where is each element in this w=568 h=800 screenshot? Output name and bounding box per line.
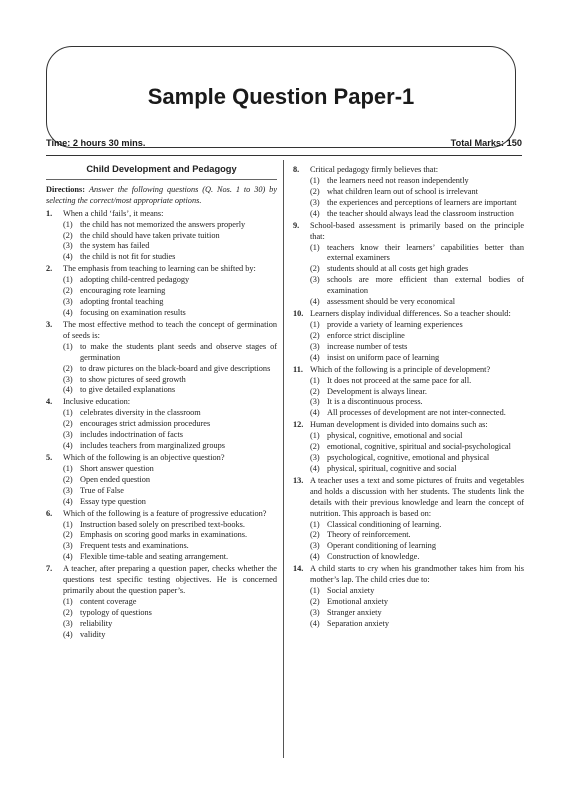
option-number: (2) <box>63 607 73 617</box>
option-number: (1) <box>63 519 73 529</box>
answer-option <box>310 397 524 408</box>
option-text: the child is not fit for studies <box>80 252 176 262</box>
option-number: (2) <box>310 330 320 340</box>
option-text: Open ended question <box>80 474 151 484</box>
option-text: Flexible time-table and seating arrangement. <box>80 552 229 562</box>
option-number: (3) <box>310 453 320 463</box>
option-number: (3) <box>63 241 73 251</box>
option-text: celebrates diversity in the classroom <box>80 408 201 418</box>
answer-option <box>63 308 277 319</box>
question-text: School-based assessment is primarily based on the principle that: <box>310 220 524 241</box>
directions-label: Directions: <box>46 184 86 194</box>
option-text: psychological, cognitive, emotional and physical <box>327 453 490 463</box>
question-number: 12. <box>293 420 304 430</box>
option-number: (1) <box>63 597 73 606</box>
page-title: Sample Question Paper-1 <box>147 84 415 109</box>
question-text: The most effective method to teach the concept of germination of seeds is: <box>63 319 277 340</box>
option-number: (3) <box>310 541 320 551</box>
answer-option <box>63 520 277 531</box>
answer-option <box>63 464 277 475</box>
question-text: Which of the following is a feature of progressive education? <box>63 508 267 518</box>
option-number: (4) <box>310 552 320 562</box>
question-text: A teacher uses a text and some pictures of fruits and vegetables and holds a discussion with her students. The students link the details with their previous knowledge and learn the concept of nutrition. This approach is based on: <box>310 475 524 518</box>
answer-option <box>310 264 524 275</box>
question-body <box>310 165 524 220</box>
option-number: (4) <box>63 385 73 395</box>
question-item <box>46 264 277 319</box>
answer-option <box>310 530 524 541</box>
option-number: (1) <box>310 319 320 329</box>
answer-option <box>63 375 277 386</box>
question-item <box>293 420 524 475</box>
option-text: Instruction based solely on prescribed text-books. <box>80 519 245 529</box>
answer-option <box>63 552 277 563</box>
option-number: (1) <box>63 275 73 285</box>
option-number: (2) <box>310 186 320 196</box>
option-text: encourages strict admission procedures <box>80 419 211 429</box>
option-number: (1) <box>63 408 73 418</box>
answer-option <box>63 497 277 508</box>
answer-option <box>63 608 277 619</box>
option-text: to show pictures of seed growth <box>80 374 186 384</box>
question-body <box>310 420 524 475</box>
option-number: (3) <box>63 430 73 440</box>
answer-option <box>310 464 524 475</box>
answer-option <box>310 297 524 308</box>
option-number: (3) <box>310 341 320 351</box>
option-text: students should at all costs get high grades <box>327 264 469 274</box>
question-body <box>63 209 277 264</box>
right-question-list <box>293 165 524 630</box>
option-text: includes indoctrination of facts <box>80 430 183 440</box>
answer-option <box>310 619 524 630</box>
question-text: A child starts to cry when his grandmother takes him from his mother’s lap. The child cries due to: <box>310 564 524 585</box>
option-number: (2) <box>63 230 73 240</box>
option-number: (1) <box>63 219 73 229</box>
question-text: A teacher, after preparing a question paper, checks whether the questions test specific testing objectives. He is concerned primarily about the question paper’s. <box>63 564 277 596</box>
option-number: (4) <box>310 408 320 418</box>
option-text: assessment should be very economical <box>327 297 456 307</box>
directions-text: Answer the following questions (Q. Nos. 1 to 30) by selecting the correct/most appropriate options. <box>46 184 278 205</box>
option-text: True of False <box>80 485 124 495</box>
option-text: adopting frontal teaching <box>80 297 164 307</box>
option-text: Emphasis on scoring good marks in examinations. <box>80 530 248 540</box>
option-number: (1) <box>310 176 320 185</box>
question-body <box>63 264 277 319</box>
option-number: (4) <box>63 441 73 451</box>
option-number: (3) <box>63 618 73 628</box>
option-text: physical, cognitive, emotional and social <box>327 431 463 441</box>
option-number: (3) <box>310 397 320 407</box>
question-item <box>293 476 524 563</box>
answer-option <box>310 176 524 187</box>
answer-option <box>63 419 277 430</box>
time-label: Time: 2 hours 30 mins. <box>46 138 146 148</box>
option-text: Emotional anxiety <box>327 597 389 606</box>
option-number: (4) <box>310 208 320 218</box>
question-number: 10. <box>293 309 304 319</box>
answer-option <box>310 320 524 331</box>
option-text: the experiences and perceptions of learners are important <box>327 197 517 207</box>
option-number: (4) <box>310 463 320 473</box>
question-item <box>293 165 524 220</box>
question-number: 5. <box>46 453 53 463</box>
answer-option <box>63 408 277 419</box>
option-number: (2) <box>63 474 73 484</box>
option-text: Frequent tests and examinations. <box>80 541 189 551</box>
answer-option <box>310 442 524 453</box>
answer-option <box>310 376 524 387</box>
answer-option <box>310 453 524 464</box>
option-number: (2) <box>310 386 320 396</box>
option-text: the child should have taken private tuition <box>80 230 220 240</box>
question-body <box>310 564 524 629</box>
question-number: 2. <box>46 264 53 274</box>
answer-option <box>63 619 277 630</box>
question-text: Human development is divided into domains such as: <box>310 420 488 430</box>
option-text: insist on uniform pace of learning <box>327 352 440 362</box>
option-text: Separation anxiety <box>327 618 389 628</box>
option-number: (4) <box>310 352 320 362</box>
option-text: what children learn out of school is irrelevant <box>327 186 478 196</box>
total-marks-label: Total Marks: 150 <box>450 138 522 148</box>
option-number: (3) <box>63 541 73 551</box>
option-number: (3) <box>310 607 320 617</box>
question-body <box>310 476 524 563</box>
question-text: Which of the following is an objective question? <box>63 453 225 463</box>
question-number: 8. <box>293 165 300 175</box>
question-item <box>293 221 524 308</box>
option-number: (1) <box>310 242 320 252</box>
option-text: Social anxiety <box>327 586 375 596</box>
option-number: (2) <box>63 363 73 373</box>
option-number: (4) <box>63 629 73 639</box>
option-text: to give detailed explanations <box>80 385 176 395</box>
option-number: (4) <box>63 307 73 317</box>
option-text: Theory of reinforcement. <box>327 530 411 540</box>
option-text: It does not proceed at the same pace for all. <box>327 375 472 385</box>
question-body <box>63 564 277 640</box>
question-item <box>293 365 524 420</box>
option-text: typology of questions <box>80 607 152 617</box>
answer-option <box>63 385 277 396</box>
answer-option <box>63 530 277 541</box>
option-number: (1) <box>63 341 73 351</box>
option-text: Construction of knowledge. <box>327 552 420 562</box>
option-text: includes teachers from marginalized groups <box>80 441 225 451</box>
answer-option <box>63 275 277 286</box>
answer-option <box>310 331 524 342</box>
question-body <box>63 320 277 396</box>
left-question-list <box>46 209 277 641</box>
option-number: (2) <box>310 442 320 452</box>
option-text: schools are more efficient than external bodies of examination <box>327 275 524 296</box>
answer-option <box>63 220 277 231</box>
question-number: 7. <box>46 564 53 574</box>
option-text: All processes of development are not inter-connected. <box>327 408 506 418</box>
answer-option <box>310 408 524 419</box>
answer-option <box>310 275 524 297</box>
option-number: (2) <box>63 419 73 429</box>
title-box <box>46 46 516 148</box>
answer-option <box>310 187 524 198</box>
option-text: Development is always linear. <box>327 386 427 396</box>
answer-option <box>310 597 524 608</box>
option-number: (3) <box>310 197 320 207</box>
question-body <box>63 453 277 508</box>
question-item <box>293 309 524 364</box>
question-text: The emphasis from teaching to learning can be shifted by: <box>63 264 256 274</box>
option-text: Short answer question <box>80 463 154 473</box>
question-number: 4. <box>46 397 53 407</box>
option-number: (1) <box>63 463 73 473</box>
question-body <box>63 397 277 452</box>
answer-option <box>310 243 524 265</box>
directions <box>46 185 277 207</box>
option-text: adopting child-centred pedagogy <box>80 275 190 285</box>
question-item <box>46 209 277 264</box>
option-number: (3) <box>63 374 73 384</box>
option-number: (3) <box>63 485 73 495</box>
option-text: teachers know their learners’ capabilities better than external examiners <box>327 242 524 263</box>
option-text: to draw pictures on the black-board and give descriptions <box>80 363 271 373</box>
option-number: (3) <box>310 275 320 285</box>
option-text: provide a variety of learning experiences <box>327 319 463 329</box>
option-number: (4) <box>63 552 73 562</box>
option-text: physical, spiritual, cognitive and social <box>327 463 457 473</box>
option-text: validity <box>80 629 106 639</box>
option-text: Stranger anxiety <box>327 607 382 617</box>
option-text: focusing on examination results <box>80 307 186 317</box>
answer-option <box>63 486 277 497</box>
option-number: (2) <box>310 597 320 606</box>
column-divider <box>283 160 284 758</box>
option-number: (4) <box>63 496 73 506</box>
question-text: When a child ‘fails’, it means: <box>63 208 164 218</box>
answer-option <box>310 387 524 398</box>
question-number: 9. <box>293 220 300 230</box>
question-number: 14. <box>293 564 304 574</box>
answer-option <box>63 430 277 441</box>
answer-option <box>63 297 277 308</box>
right-column <box>293 164 524 630</box>
option-number: (1) <box>310 375 320 385</box>
answer-option <box>63 630 277 641</box>
option-number: (1) <box>310 431 320 441</box>
option-number: (4) <box>310 297 320 307</box>
option-number: (2) <box>63 286 73 296</box>
answer-option <box>63 342 277 364</box>
option-number: (1) <box>310 586 320 596</box>
question-text: Critical pedagogy firmly believes that: <box>310 165 439 175</box>
header-divider <box>46 155 522 156</box>
answer-option <box>63 241 277 252</box>
option-text: the learners need not reason independently <box>327 176 469 185</box>
question-number: 13. <box>293 475 304 485</box>
option-text: increase number of tests <box>327 341 408 351</box>
question-number: 3. <box>46 319 53 329</box>
option-text: reliability <box>80 618 113 628</box>
option-text: Essay type question <box>80 496 146 506</box>
answer-option <box>310 520 524 531</box>
question-body <box>63 509 277 564</box>
option-number: (2) <box>310 530 320 540</box>
question-item <box>46 320 277 396</box>
option-number: (2) <box>63 530 73 540</box>
answer-option <box>310 608 524 619</box>
answer-option <box>63 286 277 297</box>
option-text: the teacher should always lead the classroom instruction <box>327 208 514 218</box>
answer-option <box>310 552 524 563</box>
answer-option <box>63 475 277 486</box>
question-text: Which of the following is a principle of development? <box>310 364 491 374</box>
option-number: (3) <box>63 297 73 307</box>
question-item <box>46 397 277 452</box>
answer-option <box>310 431 524 442</box>
option-number: (4) <box>63 252 73 262</box>
question-item <box>46 564 277 640</box>
section-heading: Child Development and Pedagogy <box>46 164 277 180</box>
answer-option <box>310 342 524 353</box>
option-text: Operant conditioning of learning <box>327 541 436 551</box>
question-body <box>310 365 524 420</box>
option-number: (1) <box>310 519 320 529</box>
question-number: 1. <box>46 208 53 218</box>
question-text: Learners display individual differences. So a teacher should: <box>310 309 511 319</box>
answer-option <box>310 353 524 364</box>
answer-option <box>63 231 277 242</box>
option-text: Classical conditioning of learning. <box>327 519 442 529</box>
answer-option <box>63 441 277 452</box>
answer-option <box>310 541 524 552</box>
answer-option <box>63 541 277 552</box>
question-number: 11. <box>293 364 303 374</box>
answer-option <box>63 364 277 375</box>
answer-option <box>310 198 524 209</box>
question-item <box>46 453 277 508</box>
question-item <box>293 564 524 629</box>
question-body <box>310 221 524 308</box>
option-text: content coverage <box>80 597 137 606</box>
option-text: the system has failed <box>80 241 150 251</box>
answer-option <box>310 586 524 597</box>
question-text: Inclusive education: <box>63 397 131 407</box>
answer-option <box>63 597 277 608</box>
option-number: (4) <box>310 618 320 628</box>
option-number: (2) <box>310 264 320 274</box>
question-item <box>46 509 277 564</box>
option-text: encouraging rote learning <box>80 286 166 296</box>
question-number: 6. <box>46 508 53 518</box>
left-column <box>46 164 277 641</box>
question-body <box>310 309 524 364</box>
option-text: to make the students plant seeds and observe stages of germination <box>80 341 277 362</box>
option-text: It is a discontinuous process. <box>327 397 423 407</box>
answer-option <box>310 209 524 220</box>
option-text: enforce strict discipline <box>327 330 405 340</box>
answer-option <box>63 252 277 263</box>
option-text: the child has not memorized the answers properly <box>80 219 246 229</box>
option-text: emotional, cognitive, spiritual and social-psychological <box>327 442 511 452</box>
